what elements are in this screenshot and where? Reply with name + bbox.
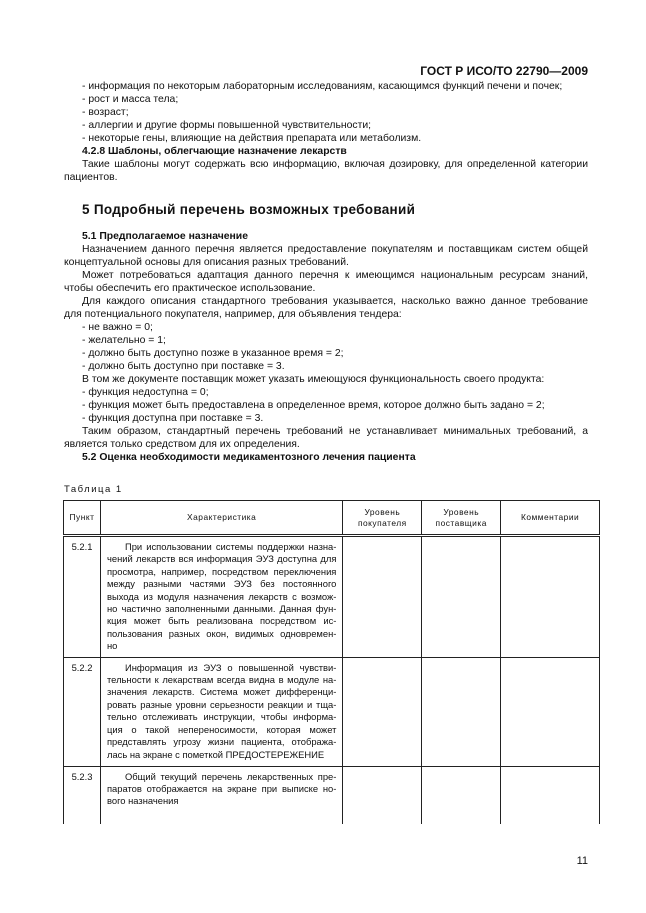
buyer-level-cell — [343, 536, 422, 658]
section-heading-5-2: 5.2 Оценка необходимости медикаментозного лечения пациента — [82, 452, 416, 463]
characteristic-cell — [100, 657, 342, 766]
buyer-level-cell — [343, 766, 422, 824]
item-number: 5.2.3 — [64, 766, 101, 824]
characteristic-line: тельно отслеживать инструкции, чтобы информа- — [106, 711, 337, 723]
characteristic-line: вого назначения — [106, 795, 179, 807]
characteristic-line: значения лекарств. Система может дифференци- — [106, 686, 337, 698]
table-row — [64, 766, 600, 824]
table-caption: Таблица 1 — [64, 484, 123, 495]
table-row — [64, 657, 600, 766]
characteristic-line: кция может быть реализована посредством ис- — [106, 615, 337, 627]
list-item: - аллергии и другие формы повышенной чувствительности; — [82, 120, 372, 131]
characteristic-line: пользования разных окон, видимых одновремен- — [106, 627, 337, 639]
paragraph-line: является только средством для их определения. — [64, 439, 300, 450]
list-item: - функция недоступна = 0; — [82, 387, 209, 398]
paragraph-line: концептуальной основы для описания разных требований. — [64, 257, 349, 268]
characteristic-line: чений лекарств вся информация ЭУЗ доступна для — [106, 553, 337, 565]
characteristic-line: паратов отображается на экране при выписке но- — [106, 783, 337, 795]
characteristic-line: При использовании системы поддержки назна- — [124, 541, 337, 552]
paragraph-line: Таким образом, стандартный перечень требований не устанавливает минимальных требований, а — [82, 426, 588, 437]
paragraph-line: чтобы обеспечить его практическое использование. — [64, 283, 316, 294]
requirements-table — [63, 500, 600, 824]
supplier-level-cell — [422, 536, 501, 658]
paragraph-line: Назначением данного перечня является предоставление покупателям и поставщикам систем общей — [82, 244, 588, 255]
characteristic-line: Общий текущий перечень лекарственных пре- — [124, 770, 337, 782]
characteristic-line: тельности к лекарствам всегда видна в модуле на- — [106, 674, 337, 686]
comments-cell — [501, 536, 600, 658]
characteristic-line: выхода из модуля назначения лекарств с возмож- — [106, 590, 337, 602]
column-header: Характеристика — [100, 501, 342, 536]
column-header: Уровень покупателя — [343, 501, 422, 536]
characteristic-cell — [100, 536, 342, 658]
page-number: 11 — [576, 855, 588, 867]
paragraph-line: Для каждого описания стандартного требования указывается, насколько важно данное требование — [82, 296, 588, 307]
section-heading-4-2-8: 4.2.8 Шаблоны, облегчающие назначение лекарств — [82, 146, 347, 157]
column-header: Пункт — [64, 501, 101, 536]
paragraph-line: для потенциального покупателя, например, для объявления тендера: — [64, 309, 402, 320]
characteristic-line: лась на экране с пометкой ПРЕДОСТЕРЕЖЕНИЕ — [106, 748, 325, 760]
paragraph-line: пациентов. — [64, 172, 118, 183]
characteristic-line: представлять угрозу жизни пациента, отобража- — [106, 736, 337, 748]
list-item: - информация по некоторым лабораторным исследованиям, касающимся функций печени и почек; — [82, 81, 563, 92]
list-item: - желательно = 1; — [82, 335, 166, 346]
paragraph-line: Такие шаблоны могут содержать всю информацию, включая дозировку, для определенной категории — [82, 159, 588, 170]
characteristic-line: просмотра, например, посредством переключения — [106, 565, 337, 577]
list-item: - не важно = 0; — [82, 322, 153, 333]
list-item: - должно быть доступно позже в указанное время = 2; — [82, 348, 344, 359]
list-item: - некоторые гены, влияющие на действия препарата или метаболизм. — [82, 133, 422, 144]
comments-cell — [501, 766, 600, 824]
item-number: 5.2.2 — [64, 657, 101, 766]
characteristic-line: но — [106, 640, 118, 652]
list-item: - функция может быть предоставлена в определенное время, которое должно быть задано = 2; — [82, 400, 545, 411]
comments-cell — [501, 657, 600, 766]
list-item: - функция доступна при поставке = 3. — [82, 413, 264, 424]
supplier-level-cell — [422, 657, 501, 766]
characteristic-line: но частично заполненными данными. Данная фун- — [106, 603, 337, 615]
list-item: - рост и масса тела; — [82, 94, 179, 105]
list-item: - должно быть доступно при поставке = 3. — [82, 361, 285, 372]
column-header: Уровень поставщика — [422, 501, 501, 536]
section-heading-5: 5 Подробный перечень возможных требований — [82, 202, 416, 217]
table-row — [64, 536, 600, 658]
column-header: Комментарии — [501, 501, 600, 536]
list-item: - возраст; — [82, 107, 129, 118]
paragraph-line: Может потребоваться адаптация данного перечня к имеющимся национальным ресурсам знаний, — [82, 270, 588, 281]
standard-header: ГОСТ Р ИСО/ТО 22790—2009 — [420, 64, 588, 78]
paragraph-line: В том же документе поставщик может указать имеющуюся функциональность своего продукта: — [82, 374, 545, 385]
characteristic-cell — [100, 766, 342, 824]
characteristic-line: Информация из ЭУЗ о повышенной чувстви- — [124, 661, 337, 673]
item-number: 5.2.1 — [64, 536, 101, 658]
characteristic-line: ровать разные уровни серьезности реакции и тща- — [106, 698, 337, 710]
table-header-row — [64, 501, 600, 536]
supplier-level-cell — [422, 766, 501, 824]
section-heading-5-1: 5.1 Предполагаемое назначение — [82, 231, 248, 242]
buyer-level-cell — [343, 657, 422, 766]
characteristic-line: ция о такой непереносимости, которая может — [106, 723, 337, 735]
characteristic-line: между разными частями ЭУЗ без постоянного — [106, 578, 337, 590]
